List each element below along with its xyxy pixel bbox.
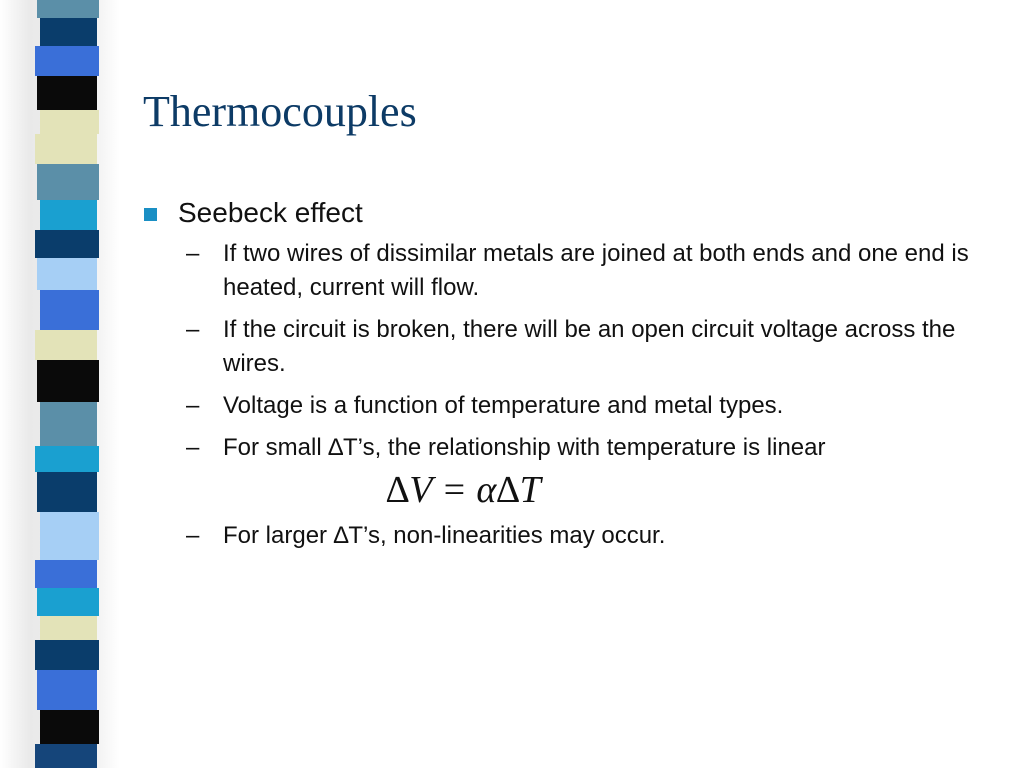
dash-marker: – (186, 392, 200, 419)
sub-bullet-text: If the circuit is broken, there will be an open circuit voltage across the wires. (223, 316, 956, 377)
stripe-block (35, 134, 97, 164)
square-bullet-icon (144, 208, 157, 221)
stripe-block (35, 46, 99, 76)
striped-column (37, 0, 99, 768)
bullet-seebeck-effect (142, 195, 992, 231)
dash-marker: – (186, 522, 200, 549)
dash-marker: – (186, 316, 200, 343)
stripe-block (40, 18, 97, 46)
sub-bullet-item (186, 431, 992, 465)
stripe-block (37, 472, 97, 512)
decorative-sidebar (0, 0, 120, 768)
sub-bullet-text: Voltage is a function of temperature and metal types. (223, 392, 784, 419)
stripe-block (37, 164, 99, 200)
dash-marker: – (186, 240, 200, 267)
stripe-block (35, 330, 97, 360)
sub-bullet-list (186, 237, 992, 553)
stripe-block (35, 230, 99, 258)
stripe-block (40, 110, 99, 134)
stripe-block (40, 402, 97, 446)
stripe-block (40, 710, 99, 744)
stripe-block (35, 446, 99, 472)
stripe-block (35, 640, 99, 670)
slide-title: Thermocouples (143, 87, 417, 136)
stripe-block (37, 76, 97, 110)
sub-bullet-text: If two wires of dissimilar metals are joined at both ends and one end is heated, current will flow. (223, 240, 969, 301)
sub-bullet-item (186, 237, 992, 305)
stripe-block (35, 560, 97, 588)
stripe-block (40, 616, 97, 640)
stripe-block (37, 360, 99, 402)
stripe-block (40, 200, 97, 230)
stripe-block (40, 290, 99, 330)
stripe-block (37, 588, 99, 616)
sub-bullet-item (186, 389, 992, 423)
stripe-block (37, 670, 97, 710)
sub-bullet-item (186, 519, 992, 553)
stripe-block (35, 744, 97, 768)
bullet-label: Seebeck effect (178, 197, 363, 228)
stripe-block (40, 512, 99, 560)
dash-marker: – (186, 434, 200, 461)
stripe-block (37, 258, 97, 290)
seebeck-equation: ∆V = α∆T (386, 469, 541, 511)
sub-bullet-text: For small ∆T’s, the relationship with temperature is linear (223, 434, 826, 461)
sub-bullet-item (186, 313, 992, 381)
slide-content (142, 195, 992, 561)
stripe-block (37, 0, 99, 18)
sub-bullet-text: For larger ∆T’s, non-linearities may occur. (223, 522, 666, 549)
